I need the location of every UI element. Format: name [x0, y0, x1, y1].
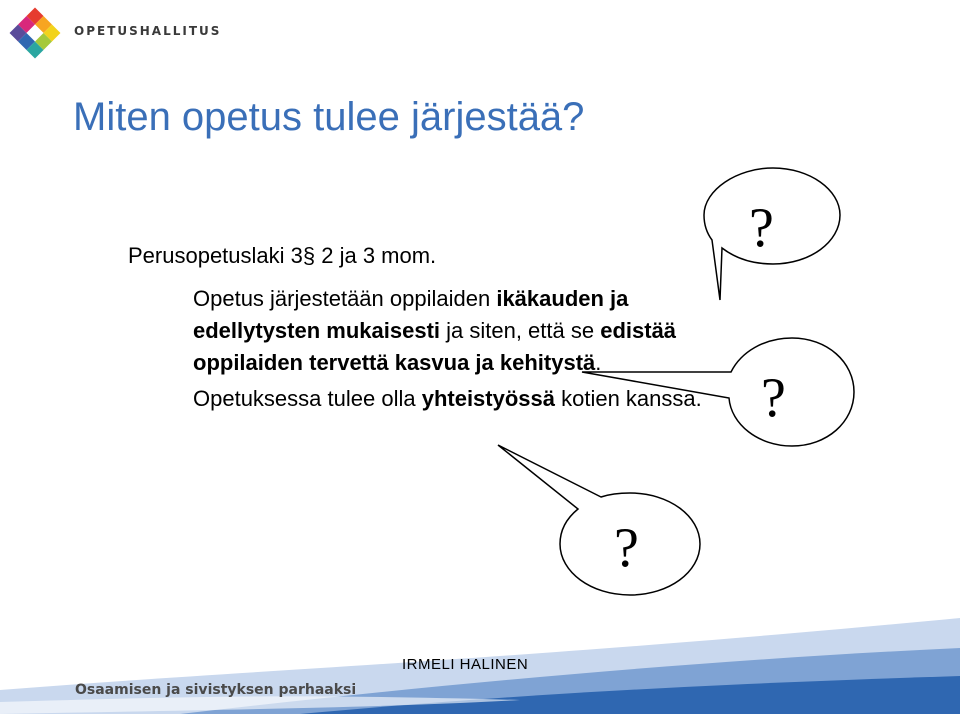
p1-bold-2: edistää oppilaiden tervettä kasvua ja kehitystä — [193, 318, 677, 375]
p1-bold-1: ikäkauden ja edellytysten mukaisesti — [193, 286, 629, 343]
p2-text-1: Opetuksessa tulee olla — [193, 386, 422, 411]
slide-subtitle: Perusopetuslaki 3§ 2 ja 3 mom. — [128, 243, 437, 268]
p2-bold-1: yhteistyössä — [421, 386, 555, 411]
callout-bubble-3 — [498, 445, 700, 595]
question-mark-1: ? — [749, 197, 774, 259]
p1-text-3: . — [595, 350, 602, 375]
logo-text: OPETUSHALLITUS — [74, 24, 222, 38]
p2-text-2: kotien kanssa. — [555, 386, 702, 411]
footer-slogan: Osaamisen ja sivistyksen parhaaksi — [75, 682, 357, 698]
p1-text-1: Opetus järjestetään oppilaiden — [193, 286, 497, 311]
author-name: IRMELI HALINEN — [402, 656, 529, 673]
callout-bubble-2 — [582, 338, 854, 446]
question-mark-2: ? — [761, 367, 786, 429]
question-mark-3: ? — [614, 517, 639, 579]
p1-text-2: ja siten, että se — [440, 318, 601, 343]
slide-title: Miten opetus tulee järjestää? — [73, 95, 585, 139]
